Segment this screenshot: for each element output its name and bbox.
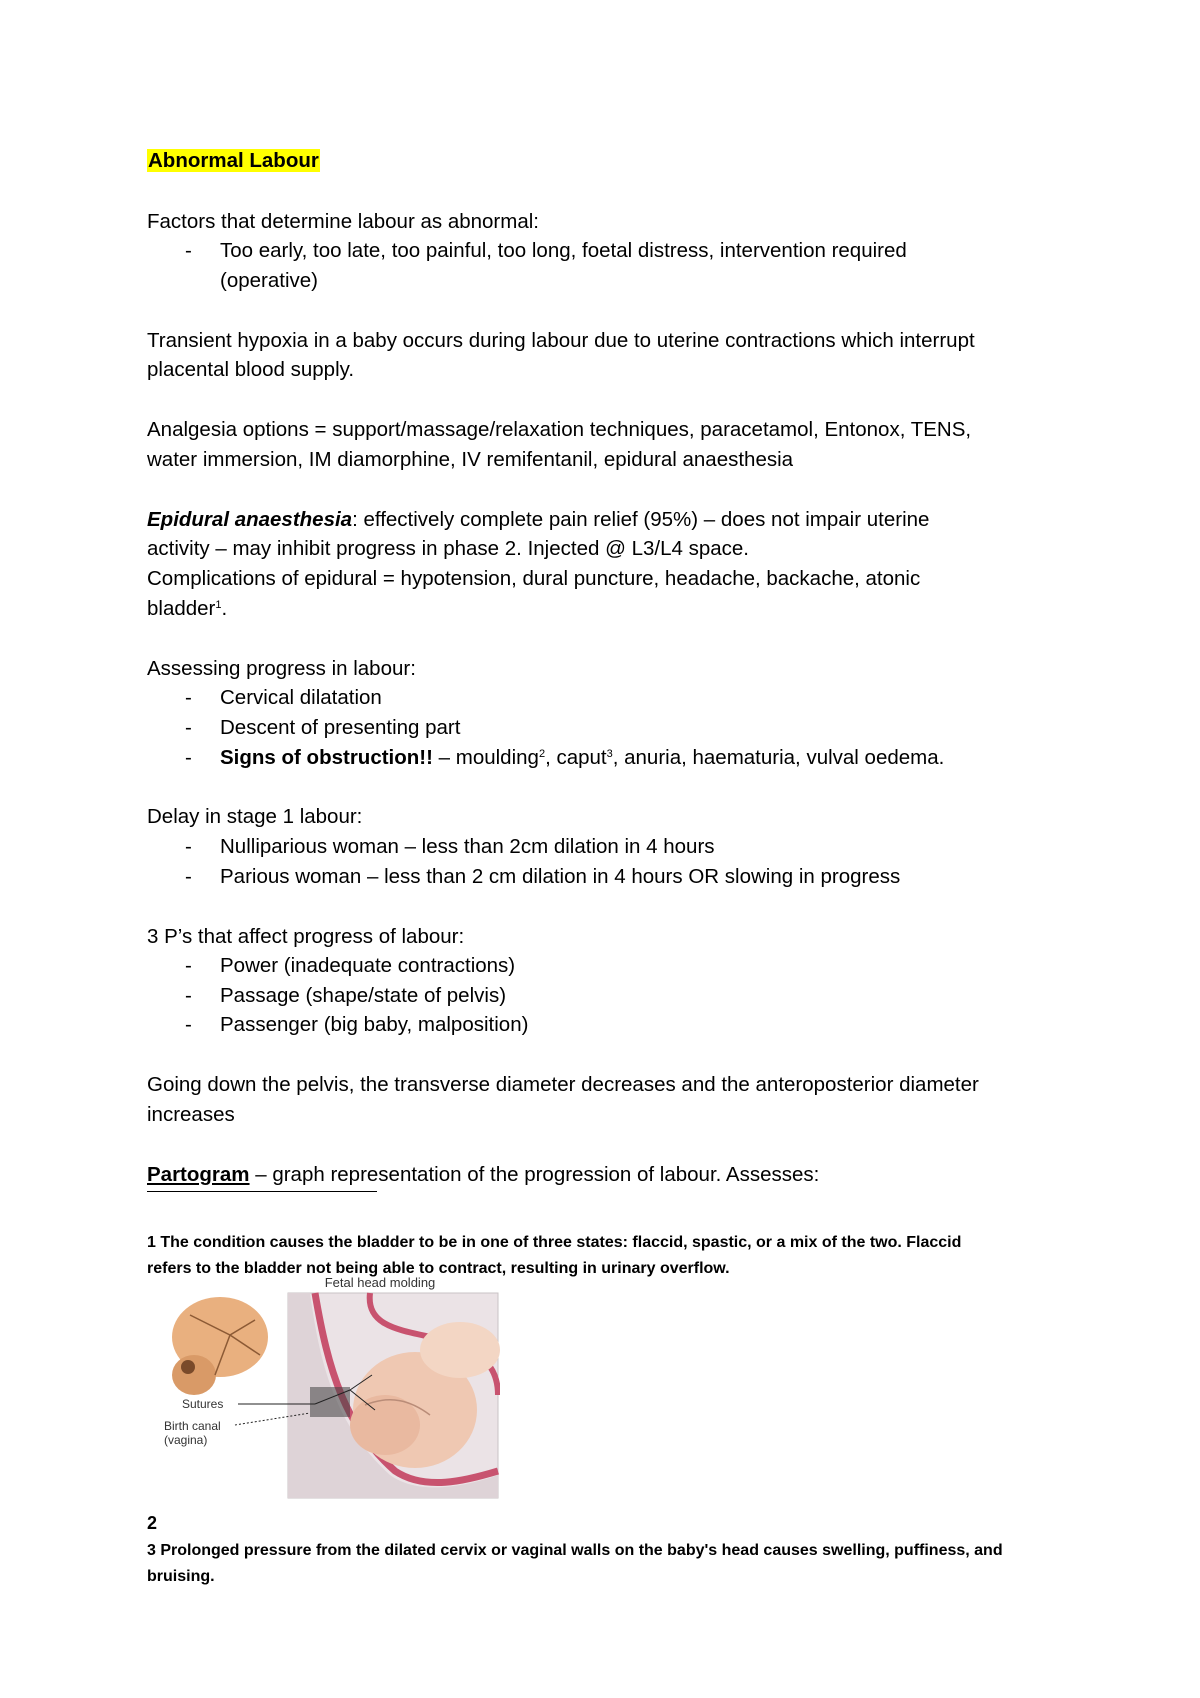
footnote-3-line2: bruising. bbox=[147, 1568, 215, 1585]
progress-item3-c: , anuria, haematuria, vulval oedema. bbox=[612, 746, 945, 769]
footnote-ref-1: 1 bbox=[215, 599, 222, 611]
bullet-marker: - bbox=[185, 984, 192, 1007]
epidural-term: Epidural anaesthesia bbox=[147, 508, 353, 531]
progress-intro: Assessing progress in labour: bbox=[147, 657, 416, 680]
hypoxia-line2: placental blood supply. bbox=[147, 358, 355, 381]
three-ps-item3: Passenger (big baby, malposition) bbox=[220, 1013, 529, 1036]
title-line bbox=[147, 146, 320, 176]
progress-item1: Cervical dilatation bbox=[220, 686, 382, 709]
footnote-ref-3: 3 bbox=[606, 748, 613, 760]
footnote-1-line2: refers to the bladder not being able to contract, resulting in urinary overflow. bbox=[147, 1260, 730, 1277]
epidural-line1 bbox=[147, 505, 929, 535]
partogram-rest: – graph representation of the progression of labour. Assesses: bbox=[249, 1163, 820, 1186]
bullet-marker: - bbox=[185, 865, 192, 888]
document-title: Abnormal Labour bbox=[148, 149, 319, 172]
epidural-line1-rest: : effectively complete pain relief (95%) – does not impair uterine bbox=[352, 508, 930, 531]
delay-item1: Nulliparious woman – less than 2cm dilation in 4 hours bbox=[220, 835, 715, 858]
bullet-marker: - bbox=[185, 1013, 192, 1036]
partogram-term: Partogram bbox=[147, 1163, 250, 1186]
analgesia-line1: Analgesia options = support/massage/relaxation techniques, paracetamol, Entonox, TENS, bbox=[147, 418, 972, 441]
hypoxia-line1: Transient hypoxia in a baby occurs during labour due to uterine contractions which interrupt bbox=[147, 329, 975, 352]
three-ps-item2: Passage (shape/state of pelvis) bbox=[220, 984, 507, 1007]
label-birth-canal: Birth canal bbox=[164, 1419, 221, 1433]
fetal-head-molding-figure bbox=[160, 1275, 500, 1500]
bullet-marker: - bbox=[185, 239, 192, 262]
bullet-marker: - bbox=[185, 954, 192, 977]
factors-item-line2: (operative) bbox=[220, 269, 318, 292]
progress-item2: Descent of presenting part bbox=[220, 716, 461, 739]
analgesia-line2: water immersion, IM diamorphine, IV remifentanil, epidural anaesthesia bbox=[147, 448, 794, 471]
factors-item-line1: Too early, too late, too painful, too long, foetal distress, intervention required bbox=[220, 239, 907, 262]
progress-item3 bbox=[220, 743, 944, 773]
epidural-line4-end: . bbox=[221, 597, 228, 620]
three-ps-item1: Power (inadequate contractions) bbox=[220, 954, 516, 977]
label-sutures: Sutures bbox=[182, 1397, 224, 1411]
pelvis-line1: Going down the pelvis, the transverse diameter decreases and the anteroposterior diameter bbox=[147, 1073, 979, 1096]
factors-intro: Factors that determine labour as abnormal: bbox=[147, 210, 539, 233]
pelvis-line2: increases bbox=[147, 1103, 235, 1126]
skull-illustration bbox=[172, 1297, 268, 1395]
epidural-line2: activity – may inhibit progress in phase 2. Injected @ L3/L4 space. bbox=[147, 537, 749, 560]
bullet-marker: - bbox=[185, 835, 192, 858]
footnote-1-line1: 1 The condition causes the bladder to be in one of three states: flaccid, spastic, or a mix of the two. Flaccid bbox=[147, 1234, 962, 1251]
progress-item3-a: – moulding bbox=[432, 746, 539, 769]
epidural-line3: Complications of epidural = hypotension, dural puncture, headache, backache, atonic bbox=[147, 567, 921, 590]
delay-item2: Parious woman – less than 2 cm dilation in 4 hours OR slowing in progress bbox=[220, 865, 901, 888]
delay-intro: Delay in stage 1 labour: bbox=[147, 805, 363, 828]
figure-caption: Fetal head molding bbox=[324, 1275, 436, 1290]
bullet-marker: - bbox=[185, 686, 192, 709]
three-ps-intro: 3 P’s that affect progress of labour: bbox=[147, 925, 465, 948]
footnote-ref-2: 2 bbox=[538, 748, 546, 760]
epidural-line4-text: bladder bbox=[147, 597, 216, 620]
footnote-3-line1: 3 Prolonged pressure from the dilated cervix or vaginal walls on the baby's head causes swelling, puffiness, and bbox=[147, 1542, 1003, 1559]
bullet-marker: - bbox=[185, 716, 192, 739]
epidural-line4 bbox=[147, 594, 227, 624]
label-vagina: (vagina) bbox=[164, 1433, 208, 1447]
partogram-line bbox=[147, 1160, 819, 1190]
progress-item3-b: , caput bbox=[545, 746, 607, 769]
bullet-marker: - bbox=[185, 746, 192, 769]
footnote-2-number: 2 bbox=[147, 1513, 158, 1533]
footnote-separator bbox=[147, 1191, 377, 1192]
obstruction-label: Signs of obstruction!! bbox=[220, 746, 433, 769]
